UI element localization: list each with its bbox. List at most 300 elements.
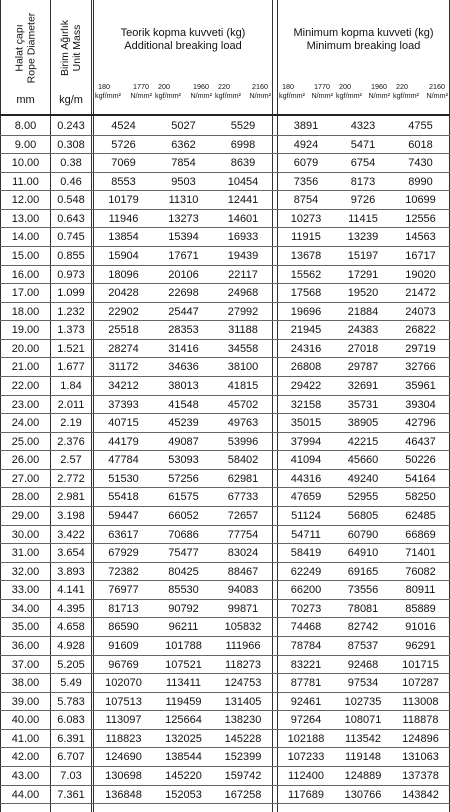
table-row [0, 451, 450, 470]
minimum-220-cell: 118878 [402, 714, 439, 727]
theoretical-200-cell: 22698 [168, 287, 199, 300]
minimum-220-cell: 39304 [405, 398, 436, 411]
theoretical-180-cell: 5726 [111, 138, 136, 151]
theoretical-200-cell: 15394 [168, 231, 199, 244]
minimum-220-cell: 131063 [402, 751, 439, 764]
mass-cell: 5.205 [57, 658, 85, 671]
diameter-cell: 9.00 [14, 138, 37, 151]
unit-kgf: kgf/mm² [336, 91, 362, 100]
minimum-180-cell: 51124 [291, 509, 321, 522]
theoretical-180-cell: 130698 [105, 769, 142, 782]
minimum-200-cell: 15197 [347, 249, 379, 262]
minimum-220-cell: 19020 [405, 268, 436, 281]
theoretical-220-cell: 5529 [230, 120, 256, 132]
theoretical-180-cell: 91609 [108, 639, 139, 652]
minimum-180-cell: 87781 [290, 677, 322, 690]
theoretical-220-cell: 99871 [227, 602, 259, 615]
theoretical-220-cell: 12441 [227, 194, 259, 207]
theoretical-180-cell: 15904 [108, 249, 139, 262]
minimum-180-cell: 112400 [288, 769, 324, 782]
theoretical-220-cell: 24968 [227, 287, 259, 300]
mass-cell: 3.893 [57, 565, 85, 578]
mass-cell: 4.928 [57, 639, 85, 652]
minimum-200-cell: 21884 [347, 305, 379, 318]
grade-kgf: 220 [396, 82, 408, 91]
diameter-cell: 30.00 [11, 528, 40, 541]
table-row [0, 266, 450, 285]
minimum-180-cell: 47659 [290, 491, 322, 504]
minimum-220-cell: 91016 [405, 621, 436, 634]
mass-cell: 4.658 [57, 621, 85, 634]
minimum-180-cell: 44316 [290, 472, 322, 485]
minimum-200-cell: 13239 [347, 231, 379, 244]
theoretical-200-cell: 57256 [168, 472, 199, 485]
minimum-180-cell: 10273 [290, 212, 322, 225]
table-row [0, 396, 450, 415]
table-row [0, 600, 450, 619]
grade-header [278, 82, 334, 112]
theoretical-220-cell: 6998 [230, 138, 256, 151]
grade-header [154, 82, 213, 112]
diameter-cell: 18.00 [11, 305, 40, 318]
table-row [0, 191, 450, 210]
unit-kgf: kgf/mm² [279, 91, 305, 100]
unit-kgf: kgf/mm² [95, 91, 121, 100]
theoretical-220-cell: 38100 [227, 361, 259, 374]
grade-kgf: 200 [339, 82, 351, 91]
theoretical-label-tr: Teorik kopma kuvveti (kg) [120, 27, 246, 39]
theoretical-220-cell: 167258 [224, 788, 262, 801]
table-row [0, 247, 450, 266]
table-row [0, 377, 450, 396]
diameter-cell: 21.00 [11, 361, 40, 374]
minimum-200-cell: 102735 [344, 695, 382, 708]
minimum-180-cell: 74468 [290, 621, 322, 634]
diameter-cell: 12.00 [11, 194, 40, 207]
minimum-180-cell: 70273 [290, 602, 322, 615]
table-row [0, 303, 450, 322]
unit-kgf: kgf/mm² [215, 91, 241, 100]
theoretical-220-cell: 53996 [227, 435, 259, 448]
theoretical-180-cell: 81713 [108, 602, 139, 615]
theoretical-200-cell: 90792 [168, 602, 199, 615]
table-row [0, 228, 450, 247]
mass-unit: kg/m [59, 94, 83, 106]
minimum-200-cell: 27018 [347, 342, 379, 355]
diameter-cell: 34.00 [11, 602, 40, 615]
table-row [0, 563, 450, 582]
minimum-180-cell: 26808 [290, 361, 322, 374]
theoretical-180-cell: 40715 [108, 417, 139, 430]
grade-header [335, 82, 391, 112]
minimum-180-cell: 32158 [290, 398, 322, 411]
table-row [0, 154, 450, 173]
minimum-220-cell: 26822 [405, 324, 436, 337]
diameter-cell: 25.00 [11, 435, 40, 448]
mass-cell: 4.141 [57, 584, 85, 597]
mass-cell: 2.772 [57, 472, 85, 485]
table-row [0, 544, 450, 563]
theoretical-200-cell: 38013 [168, 379, 199, 392]
diameter-cell: 26.00 [11, 454, 40, 467]
theoretical-180-cell: 124690 [105, 751, 142, 764]
minimum-220-cell: 42796 [405, 417, 436, 430]
mass-header [51, 2, 91, 94]
minimum-180-cell: 3891 [293, 120, 319, 132]
mass-cell: 7.361 [57, 788, 85, 801]
mass-cell: 0.855 [57, 249, 85, 262]
diameter-cell: 39.00 [11, 695, 40, 708]
diameter-cell: 17.00 [11, 287, 40, 300]
minimum-220-cell: 29719 [405, 342, 436, 355]
table-row [0, 414, 450, 433]
minimum-200-cell: 64910 [347, 547, 379, 560]
minimum-200-cell: 32691 [347, 379, 379, 392]
minimum-220-cell: 16717 [405, 249, 436, 262]
minimum-180-cell: 117689 [288, 788, 324, 801]
grade-header [94, 82, 153, 112]
diameter-cell: 36.00 [11, 639, 40, 652]
minimum-220-cell: 7430 [408, 157, 433, 170]
minimum-220-cell: 58250 [405, 491, 436, 504]
theoretical-200-cell: 107521 [165, 658, 202, 671]
mass-cell: 6.391 [57, 732, 85, 745]
theoretical-220-cell: 131405 [224, 695, 262, 708]
theoretical-200-cell: 80425 [168, 565, 199, 578]
theoretical-200-cell: 85530 [168, 584, 199, 597]
table-row [0, 637, 450, 656]
table-row [0, 488, 450, 507]
theoretical-220-cell: 83024 [227, 547, 259, 560]
minimum-220-cell: 14563 [405, 231, 436, 244]
theoretical-220-cell: 72657 [227, 509, 259, 522]
minimum-180-cell: 17568 [290, 287, 322, 300]
mass-cell: 5.49 [60, 677, 82, 690]
minimum-180-cell: 37994 [290, 435, 322, 448]
theoretical-200-cell: 152053 [165, 788, 202, 801]
theoretical-220-cell: 27992 [227, 305, 259, 318]
grade-nmm: 1770 [133, 82, 149, 91]
minimum-220-cell: 76082 [405, 565, 436, 578]
theoretical-180-cell: 22902 [108, 305, 139, 318]
theoretical-200-cell: 101788 [165, 639, 202, 652]
minimum-220-cell: 46437 [405, 435, 436, 448]
mass-cell: 1.677 [57, 361, 85, 374]
mass-cell: 1.373 [57, 324, 85, 337]
theoretical-220-cell: 14601 [227, 212, 259, 225]
theoretical-220-cell: 31188 [228, 324, 258, 337]
minimum-220-cell: 35961 [405, 379, 436, 392]
theoretical-180-cell: 7069 [111, 157, 136, 170]
minimum-180-cell: 21945 [290, 324, 322, 337]
grade-nmm: 2160 [252, 82, 268, 91]
table-row [0, 173, 450, 192]
theoretical-220-cell: 94083 [227, 584, 259, 597]
table-row [0, 321, 450, 340]
theoretical-200-cell: 145220 [165, 769, 202, 782]
diameter-cell: 24.00 [11, 417, 40, 430]
mass-cell: 6.083 [57, 714, 85, 727]
diameter-cell: 19.00 [11, 324, 40, 337]
theoretical-180-cell: 25518 [108, 324, 139, 337]
minimum-180-cell: 35015 [290, 417, 322, 430]
theoretical-180-cell: 18096 [108, 268, 139, 281]
minimum-180-cell: 24316 [290, 342, 322, 355]
minimum-180-cell: 7356 [293, 175, 319, 188]
theoretical-200-cell: 61575 [168, 491, 199, 504]
theoretical-180-cell: 28274 [108, 342, 139, 355]
theoretical-180-cell: 4524 [111, 120, 136, 132]
minimum-200-cell: 73556 [347, 584, 379, 597]
minimum-200-cell: 35731 [347, 398, 379, 411]
theoretical-180-cell: 10179 [108, 194, 139, 207]
minimum-220-cell: 12556 [405, 212, 436, 225]
minimum-220-cell: 24073 [405, 305, 436, 318]
table-row [0, 507, 450, 526]
theoretical-180-cell: 8553 [111, 175, 136, 188]
table-row [0, 786, 450, 805]
diameter-unit: mm [16, 94, 35, 106]
minimum-220-cell: 80911 [405, 584, 436, 597]
grade-header [392, 82, 449, 112]
table-row [0, 117, 450, 136]
minimum-200-cell: 42215 [347, 435, 379, 448]
minimum-200-cell: 4323 [350, 120, 376, 132]
minimum-220-cell: 96291 [405, 639, 436, 652]
minimum-180-cell: 78784 [290, 639, 322, 652]
theoretical-220-cell: 16933 [227, 231, 259, 244]
minimum-header [278, 27, 449, 53]
diameter-cell: 22.00 [11, 379, 40, 392]
unit-nmm: N/mm² [368, 91, 390, 100]
theoretical-200-cell: 49087 [168, 435, 199, 448]
minimum-220-cell: 85889 [405, 602, 436, 615]
minimum-200-cell: 45660 [347, 454, 379, 467]
minimum-200-cell: 60790 [347, 528, 379, 541]
table-row [0, 674, 450, 693]
diameter-cell: 11.00 [12, 175, 39, 188]
minimum-180-cell: 102188 [287, 732, 325, 745]
row-rule [0, 803, 450, 804]
grade-nmm: 2160 [429, 82, 445, 91]
minimum-180-cell: 97264 [290, 714, 322, 727]
table-row [0, 340, 450, 359]
theoretical-220-cell: 111966 [225, 639, 261, 652]
theoretical-200-cell: 34636 [168, 361, 199, 374]
minimum-220-cell: 71401 [405, 547, 436, 560]
minimum-180-cell: 54711 [291, 528, 321, 541]
theoretical-200-cell: 96211 [168, 621, 199, 634]
diameter-cell: 10.00 [11, 157, 40, 170]
theoretical-220-cell: 19439 [227, 249, 259, 262]
theoretical-220-cell: 8639 [230, 157, 256, 170]
theoretical-200-cell: 28353 [168, 324, 199, 337]
theoretical-220-cell: 124753 [224, 677, 262, 690]
minimum-180-cell: 83221 [290, 658, 322, 671]
theoretical-200-cell: 31416 [168, 342, 199, 355]
diameter-cell: 31.00 [11, 547, 40, 560]
diameter-cell: 27.00 [11, 472, 40, 485]
minimum-180-cell: 62249 [290, 565, 322, 578]
theoretical-220-cell: 88467 [227, 565, 259, 578]
minimum-200-cell: 108071 [344, 714, 382, 727]
minimum-200-cell: 97534 [347, 677, 379, 690]
diameter-cell: 14.00 [11, 231, 40, 244]
table-row [0, 284, 450, 303]
mass-cell: 0.643 [57, 212, 85, 225]
minimum-200-cell: 6754 [350, 157, 376, 170]
minimum-200-cell: 87537 [347, 639, 379, 652]
diameter-cell: 20.00 [11, 342, 40, 355]
theoretical-180-cell: 102070 [105, 677, 142, 690]
diameter-cell: 37.00 [11, 658, 40, 671]
diameter-cell: 16.00 [11, 268, 40, 281]
theoretical-200-cell: 7854 [171, 157, 196, 170]
minimum-200-cell: 92468 [347, 658, 379, 671]
minimum-180-cell: 13678 [290, 249, 322, 262]
diameter-cell: 28.00 [11, 491, 40, 504]
minimum-200-cell: 130766 [344, 788, 382, 801]
theoretical-200-cell: 9503 [171, 175, 196, 188]
mass-cell: 0.745 [57, 231, 85, 244]
theoretical-220-cell: 77754 [227, 528, 259, 541]
minimum-220-cell: 143842 [402, 788, 439, 801]
mass-cell: 3.422 [57, 528, 85, 541]
theoretical-180-cell: 63617 [108, 528, 139, 541]
table-row [0, 748, 450, 767]
minimum-200-cell: 82742 [347, 621, 379, 634]
theoretical-180-cell: 96769 [108, 658, 139, 671]
diameter-cell: 40.00 [11, 714, 40, 727]
table-row [0, 433, 450, 452]
grade-kgf: 180 [98, 82, 110, 91]
theoretical-220-cell: 105832 [224, 621, 262, 634]
mass-cell: 0.308 [57, 138, 85, 151]
minimum-220-cell: 32766 [405, 361, 436, 374]
theoretical-180-cell: 11946 [108, 212, 139, 225]
diameter-cell: 43.00 [11, 769, 40, 782]
table-row [0, 618, 450, 637]
theoretical-200-cell: 11310 [168, 194, 199, 207]
table-row [0, 581, 450, 600]
grade-nmm: 1960 [371, 82, 387, 91]
minimum-220-cell: 54164 [405, 472, 436, 485]
table-row [0, 210, 450, 229]
theoretical-180-cell: 55418 [108, 491, 139, 504]
diameter-cell: 29.00 [11, 509, 40, 522]
diameter-header [1, 2, 50, 94]
theoretical-180-cell: 13854 [108, 231, 139, 244]
mass-cell: 0.38 [60, 157, 82, 170]
theoretical-220-cell: 49763 [227, 417, 259, 430]
table-row [0, 656, 450, 675]
diameter-cell: 35.00 [11, 621, 40, 634]
unit-kgf: kgf/mm² [393, 91, 419, 100]
minimum-220-cell: 6018 [408, 138, 433, 151]
table-row [0, 470, 450, 489]
unit-nmm: N/mm² [426, 91, 448, 100]
diameter-cell: 44.00 [11, 788, 40, 801]
minimum-220-cell: 4755 [408, 120, 433, 132]
grade-nmm: 1770 [314, 82, 330, 91]
minimum-200-cell: 49240 [347, 472, 379, 485]
minimum-200-cell: 56805 [347, 509, 379, 522]
theoretical-180-cell: 113097 [105, 714, 142, 727]
unit-nmm: N/mm² [130, 91, 152, 100]
theoretical-220-cell: 145228 [224, 732, 262, 745]
mass-cell: 1.84 [60, 379, 82, 392]
theoretical-200-cell: 132025 [165, 732, 202, 745]
diameter-cell: 15.00 [11, 249, 40, 262]
table-row [0, 711, 450, 730]
unit-nmm: N/mm² [190, 91, 212, 100]
theoretical-200-cell: 113411 [165, 677, 202, 690]
minimum-220-cell: 107287 [402, 677, 439, 690]
theoretical-200-cell: 66052 [168, 509, 199, 522]
theoretical-200-cell: 119459 [165, 695, 202, 708]
theoretical-200-cell: 5027 [171, 120, 196, 132]
theoretical-180-cell: 47784 [108, 454, 139, 467]
theoretical-200-cell: 20106 [168, 268, 199, 281]
minimum-200-cell: 124889 [344, 769, 382, 782]
mass-cell: 6.707 [57, 751, 85, 764]
minimum-200-cell: 17291 [347, 268, 379, 281]
theoretical-180-cell: 136848 [105, 788, 142, 801]
mass-label-en: Unit Mass [71, 24, 84, 72]
minimum-220-cell: 8990 [408, 175, 433, 188]
theoretical-180-cell: 34212 [108, 379, 139, 392]
theoretical-220-cell: 58402 [227, 454, 259, 467]
theoretical-200-cell: 125664 [165, 714, 202, 727]
minimum-200-cell: 113542 [345, 732, 381, 745]
minimum-220-cell: 124896 [402, 732, 439, 745]
table-row [0, 767, 450, 786]
table-row [0, 136, 450, 155]
theoretical-220-cell: 10454 [227, 175, 259, 188]
mass-cell: 2.57 [60, 454, 82, 467]
minimum-200-cell: 8173 [350, 175, 376, 188]
minimum-220-cell: 137378 [402, 769, 439, 782]
mass-cell: 1.232 [57, 305, 85, 318]
table-row [0, 358, 450, 377]
theoretical-180-cell: 86590 [108, 621, 139, 634]
theoretical-220-cell: 22117 [228, 268, 258, 281]
grade-header [214, 82, 272, 112]
mass-cell: 2.19 [60, 417, 82, 430]
minimum-200-cell: 11415 [348, 212, 378, 225]
minimum-220-cell: 50226 [405, 454, 436, 467]
mass-cell: 1.521 [57, 342, 85, 355]
diameter-cell: 41.00 [11, 732, 40, 745]
mass-cell: 0.973 [57, 268, 85, 281]
diameter-cell: 23.00 [11, 398, 40, 411]
theoretical-220-cell: 152399 [224, 751, 262, 764]
minimum-220-cell: 62485 [405, 509, 436, 522]
theoretical-180-cell: 44179 [108, 435, 139, 448]
theoretical-200-cell: 6362 [171, 138, 196, 151]
minimum-200-cell: 38905 [347, 417, 379, 430]
minimum-200-cell: 119148 [345, 751, 381, 764]
theoretical-200-cell: 13273 [168, 212, 199, 225]
minimum-200-cell: 19520 [347, 287, 379, 300]
theoretical-220-cell: 67733 [227, 491, 259, 504]
minimum-200-cell: 29787 [347, 361, 379, 374]
theoretical-220-cell: 45702 [227, 398, 259, 411]
minimum-180-cell: 15562 [290, 268, 322, 281]
theoretical-200-cell: 41548 [168, 398, 199, 411]
theoretical-220-cell: 34558 [227, 342, 259, 355]
minimum-180-cell: 11915 [291, 231, 321, 244]
